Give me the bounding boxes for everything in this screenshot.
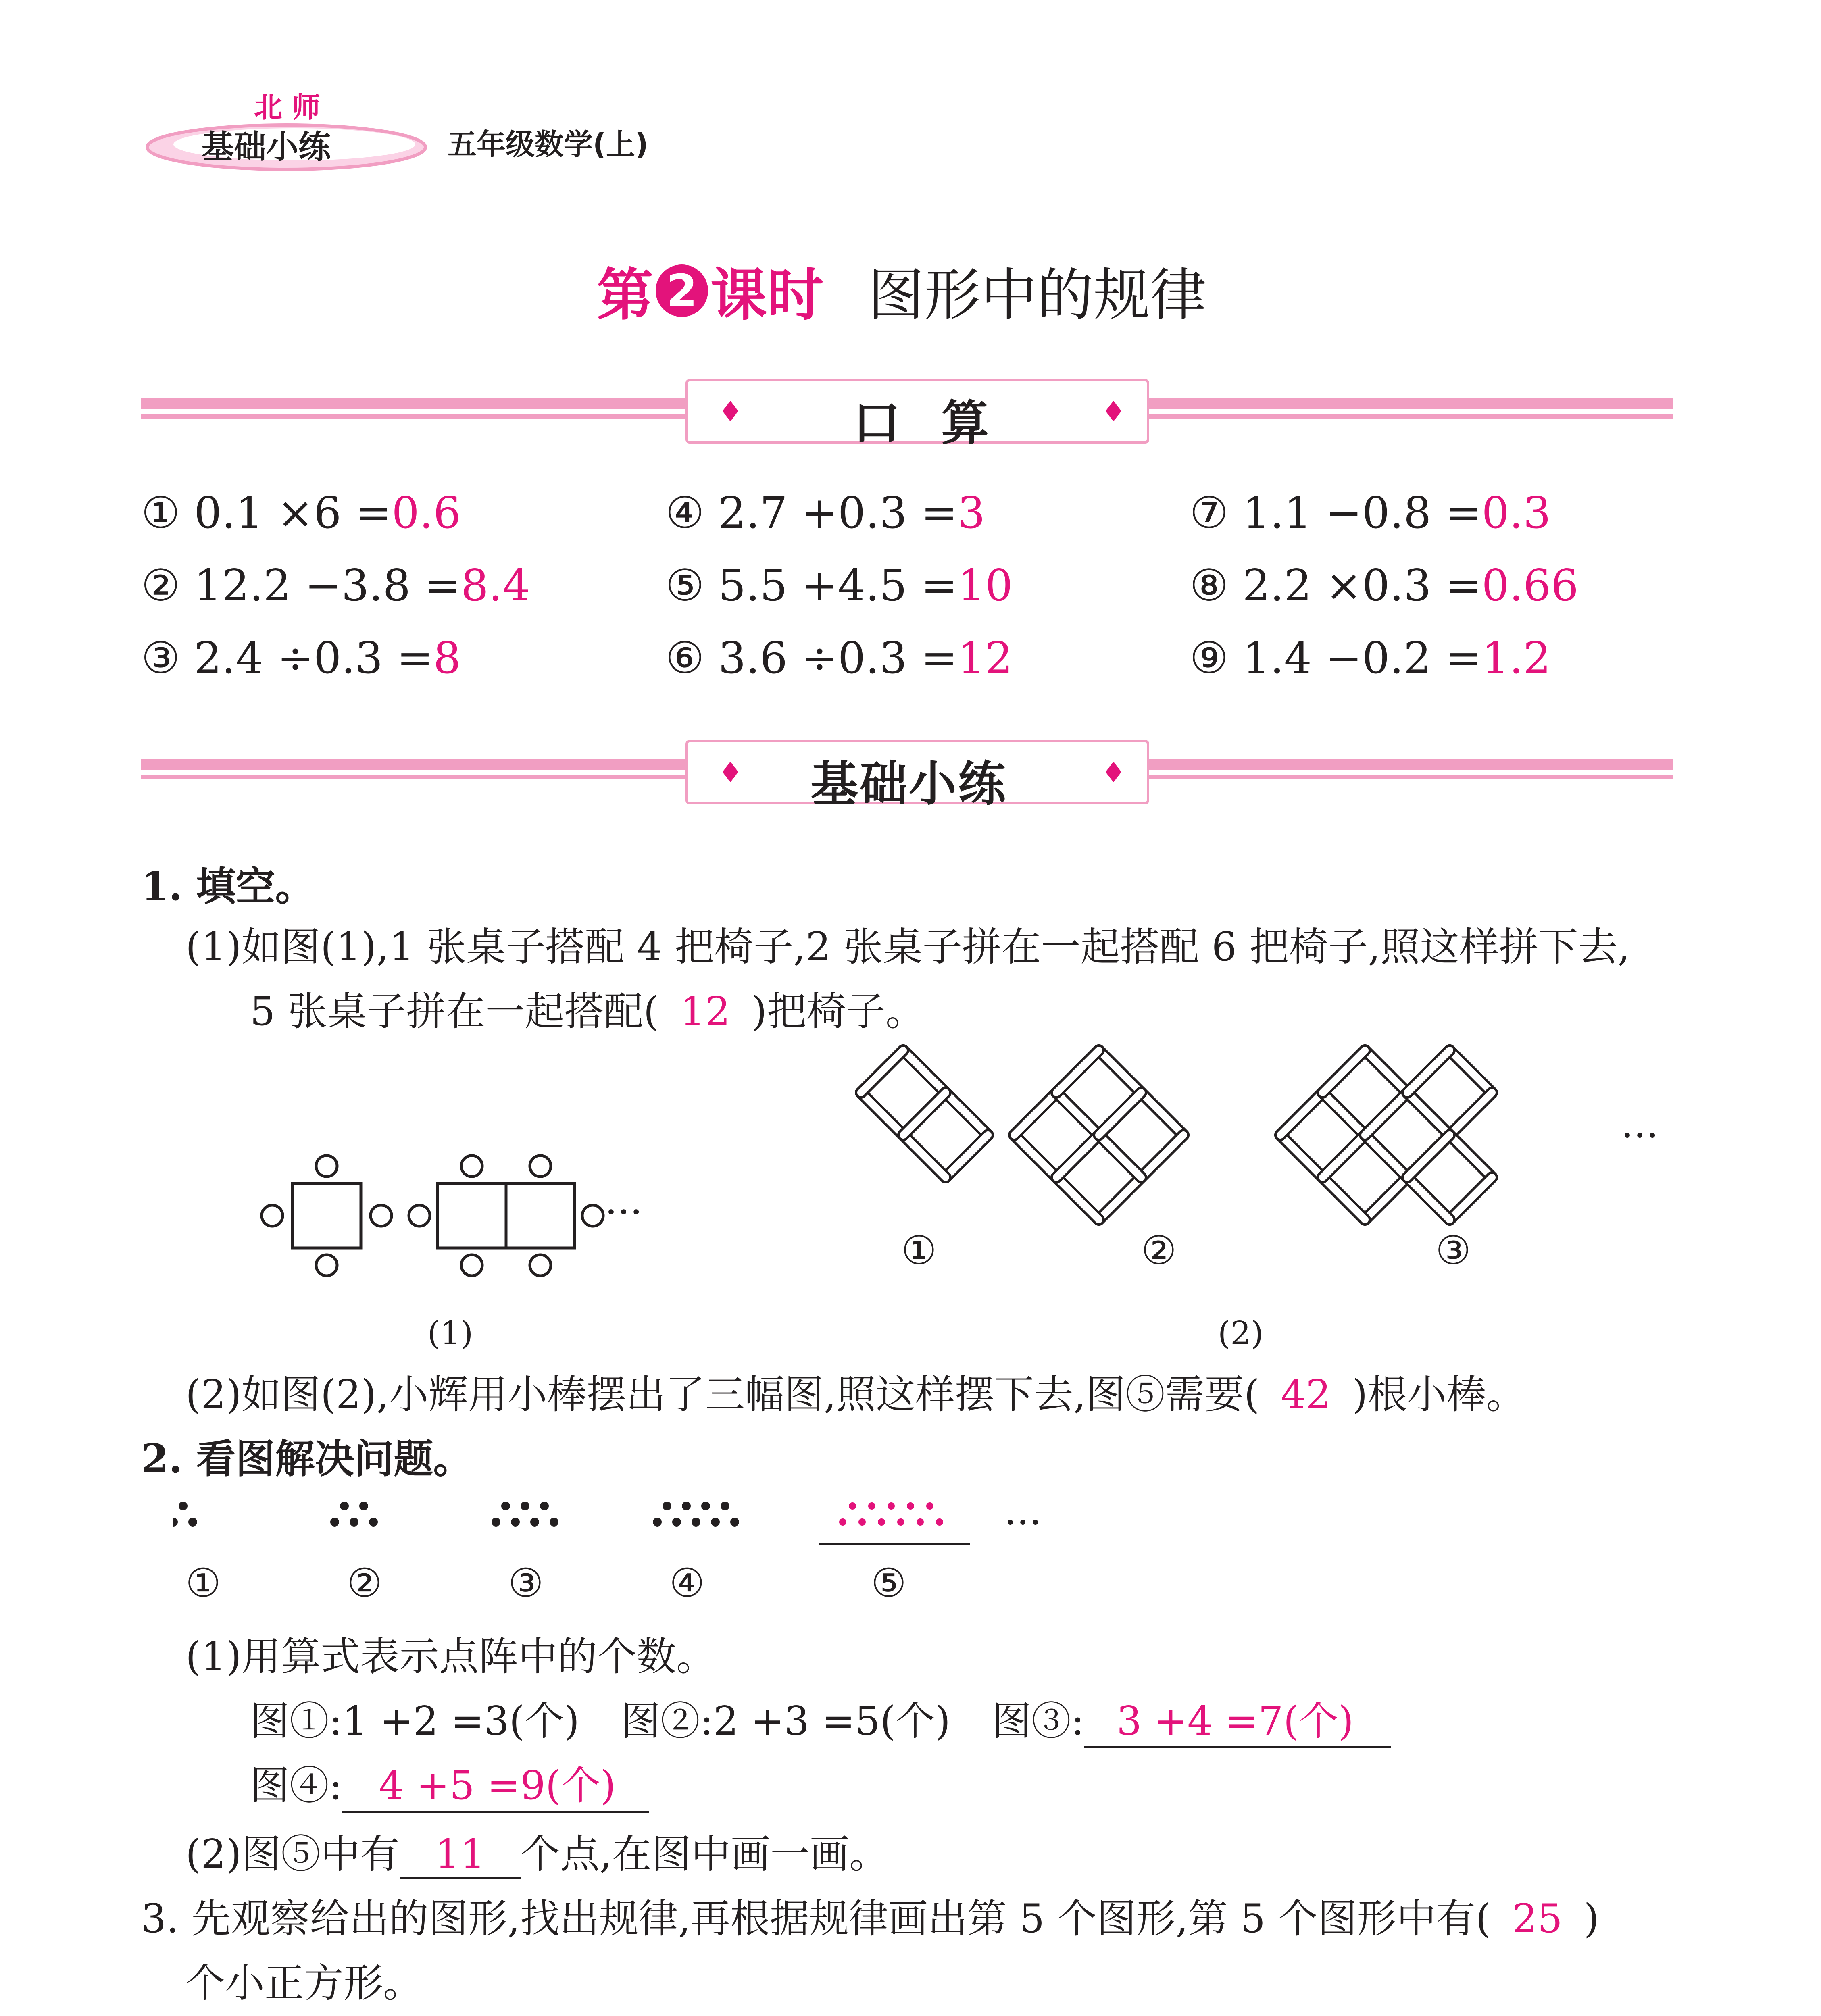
dot [521, 1502, 529, 1510]
q2-title: 2. 看图解决问题。 [141, 1436, 473, 1482]
dot [730, 1518, 739, 1527]
q1-part2-answer: 42 [1280, 1372, 1331, 1418]
stick-inner [1450, 1135, 1492, 1177]
dot-arrays [173, 1488, 1101, 1556]
oral-answer: 8.4 [461, 560, 530, 611]
stick-inner [1056, 1135, 1099, 1177]
q1-part2: (2)如图(2),小辉用小棒摆出了三幅图,照这样摆下去,图⑤需要( 42 )根小棒。 [185, 1372, 1526, 1418]
q2-part1: (1)用算式表示点阵中的个数。 [185, 1634, 716, 1680]
series-name: 基础小练 [202, 128, 331, 166]
stick-inner [1407, 1135, 1450, 1177]
q3-line1: 3. 先观察给出的图形,找出规律,再根据规律画出第 5 个图形,第 5 个图形中有( 25 ) [141, 1896, 1599, 1942]
series-logo [141, 77, 431, 181]
chair [371, 1205, 392, 1226]
q1-part1-line2: 5 张桌子拼在一起搭配( 12 )把椅子。 [250, 989, 925, 1035]
q1-part1-line1: (1)如图(1),1 张桌子搭配 4 把椅子,2 张桌子拼在一起搭配 6 把椅子,照这样拼下去, [185, 924, 1630, 970]
lesson-heading [597, 250, 1206, 331]
q2-label-4: ④ [669, 1560, 705, 1606]
section-title-oral: 口 算 [853, 395, 1001, 451]
fig2-label-1: ① [901, 1228, 937, 1274]
oral-answer: 0.66 [1481, 560, 1579, 611]
grade-label: 五年级数学(上) [448, 127, 648, 161]
fig1-caption: (1) [427, 1314, 473, 1352]
dot [721, 1502, 729, 1510]
oral-answer: 3 [957, 488, 986, 538]
oral-item: ⑨ 1.4 −0.2 =1.2 [1190, 633, 1551, 683]
dot [188, 1518, 197, 1527]
section-banner-oral [141, 379, 1673, 451]
lesson-title: 图形中的规律 [868, 262, 1207, 328]
q2-part2-answer: 11 [400, 1831, 521, 1879]
stick-inner [1056, 1050, 1099, 1093]
dot [173, 1518, 178, 1527]
stick-inner [1141, 1135, 1183, 1177]
diamond-icon: ♦ [718, 756, 743, 789]
dot [550, 1518, 558, 1527]
oral-item: ② 12.2 −3.8 =8.4 [141, 560, 530, 611]
dot [330, 1518, 339, 1527]
chair [530, 1156, 551, 1177]
chair [316, 1255, 337, 1276]
q2-formula-1: 图①:1 +2 =3(个) [250, 1698, 580, 1744]
dot [350, 1518, 358, 1527]
q2-formula-2: 图②:2 +3 =5(个) [621, 1698, 951, 1744]
stick-inner [1407, 1177, 1450, 1220]
dot [540, 1502, 549, 1510]
dot [936, 1518, 943, 1526]
chair [262, 1205, 283, 1226]
oral-answer: 12 [957, 633, 1013, 683]
lesson-suffix: 课时 [710, 262, 824, 328]
oral-item: ④ 2.7 +0.3 =3 [665, 488, 986, 538]
q2-label-3: ③ [508, 1560, 544, 1606]
stick-inner [903, 1135, 946, 1177]
stick-inner [1280, 1135, 1323, 1177]
stick-inner [1450, 1050, 1492, 1093]
stick-inner [1323, 1050, 1365, 1093]
stick-inner [1407, 1050, 1450, 1093]
fig2-caption: (2) [1218, 1314, 1264, 1352]
q2-label-1: ① [185, 1560, 221, 1606]
series-top-text: 北 师 [254, 91, 321, 124]
chair [461, 1255, 482, 1276]
dot [839, 1518, 846, 1526]
q2-formula-3: 图③: 3 +4 =7(个) [992, 1689, 1391, 1748]
stick-inner [1365, 1093, 1407, 1135]
stick-inner [1450, 1177, 1492, 1220]
lesson-prefix: 第 [597, 262, 654, 328]
dot [663, 1502, 671, 1510]
dot [888, 1502, 895, 1510]
dot [917, 1518, 924, 1526]
oral-answer: 8 [433, 633, 461, 683]
section-title-basic: 基础小练 [810, 756, 1008, 812]
table [506, 1183, 575, 1248]
fig2-label-3: ③ [1436, 1228, 1471, 1274]
oral-item: ⑥ 3.6 ÷0.3 =12 [665, 633, 1013, 683]
lesson-number: 2 [666, 264, 698, 317]
q2-label-5: ⑤ [871, 1560, 906, 1606]
stick-inner [1323, 1135, 1365, 1177]
oral-answer: 0.6 [392, 488, 461, 538]
stick-inner [1280, 1093, 1323, 1135]
figure-stick-squares [815, 1032, 1742, 1258]
chair [409, 1205, 430, 1226]
dot [849, 1502, 856, 1510]
stick-inner [1141, 1093, 1183, 1135]
fig2-label-2: ② [1141, 1228, 1177, 1274]
chair [316, 1156, 337, 1177]
dot [907, 1502, 914, 1510]
stick-inner [1450, 1093, 1492, 1135]
oral-item: ⑧ 2.2 ×0.3 =0.66 [1190, 560, 1579, 611]
q2-formula-4-answer: 4 +5 =9(个) [342, 1754, 649, 1813]
oral-answer: 1.2 [1481, 633, 1551, 683]
chair [582, 1205, 603, 1226]
oral-item: ③ 2.4 ÷0.3 =8 [141, 633, 461, 683]
dot [682, 1502, 691, 1510]
stick-inner [861, 1050, 903, 1093]
stick-inner [903, 1093, 946, 1135]
stick-inner [1407, 1093, 1450, 1135]
dot [530, 1518, 539, 1527]
dot [511, 1518, 520, 1527]
stick-inner [1014, 1135, 1056, 1177]
stick-inner [1056, 1177, 1099, 1220]
q2-ellipsis: ··· [1004, 1500, 1042, 1546]
dot [179, 1502, 188, 1510]
q3-answer: 25 [1512, 1896, 1563, 1942]
stick-inner [1056, 1093, 1099, 1135]
dot [369, 1518, 378, 1527]
dot [692, 1518, 700, 1527]
stick-inner [1365, 1135, 1407, 1177]
stick-inner [903, 1050, 946, 1093]
oral-answer: 10 [957, 560, 1013, 611]
dot [492, 1518, 500, 1527]
q1-title: 1. 填空。 [141, 863, 315, 910]
stick-inner [861, 1093, 903, 1135]
q2-part2: (2)图⑤中有 11 个点,在图中画一画。 [185, 1822, 889, 1879]
dot [501, 1502, 510, 1510]
dot [653, 1518, 662, 1527]
figure-tables-chairs [258, 1145, 621, 1290]
dot [868, 1502, 875, 1510]
dot [878, 1518, 885, 1526]
dot [858, 1518, 866, 1526]
q1-part1-answer: 12 [680, 989, 731, 1035]
stick-inner [1099, 1093, 1141, 1135]
dot [701, 1502, 710, 1510]
dot [926, 1502, 933, 1510]
q2-formula-4: 图④: 4 +5 =9(个) [250, 1754, 649, 1813]
stick-inner [946, 1135, 988, 1177]
chair [461, 1156, 482, 1177]
lesson-number-badge [656, 264, 708, 317]
dot [672, 1518, 681, 1527]
stick-inner [1099, 1050, 1141, 1093]
oral-item: ① 0.1 ×6 =0.6 [141, 488, 461, 538]
q2-formula-3-answer: 3 +4 =7(个) [1084, 1689, 1391, 1748]
fig1-ellipsis: ··· [605, 1189, 643, 1235]
table [438, 1183, 506, 1248]
stick-inner [1365, 1177, 1407, 1220]
chair [530, 1255, 551, 1276]
stick-inner [1323, 1093, 1365, 1135]
stick-inner [1099, 1177, 1141, 1220]
oral-answer: 0.3 [1481, 488, 1551, 538]
diamond-icon: ♦ [718, 395, 743, 428]
dot [359, 1502, 368, 1510]
section-banner-basic [141, 740, 1673, 812]
stick-inner [1099, 1135, 1141, 1177]
stick-inner [1014, 1093, 1056, 1135]
diamond-icon: ♦ [1101, 395, 1126, 428]
stick-inner [946, 1093, 988, 1135]
q3-line2: 个小正方形。 [185, 1960, 423, 2006]
diamond-icon: ♦ [1101, 756, 1126, 789]
q2-label-2: ② [347, 1560, 382, 1606]
table [292, 1183, 361, 1248]
fig2-ellipsis: ··· [1621, 1113, 1659, 1159]
dot [711, 1518, 720, 1527]
dot [340, 1502, 349, 1510]
oral-item: ⑤ 5.5 +4.5 =10 [665, 560, 1013, 611]
oral-item: ⑦ 1.1 −0.8 =0.3 [1190, 488, 1551, 538]
stick-inner [1323, 1177, 1365, 1220]
dot [897, 1518, 904, 1526]
stick-inner [1365, 1050, 1407, 1093]
